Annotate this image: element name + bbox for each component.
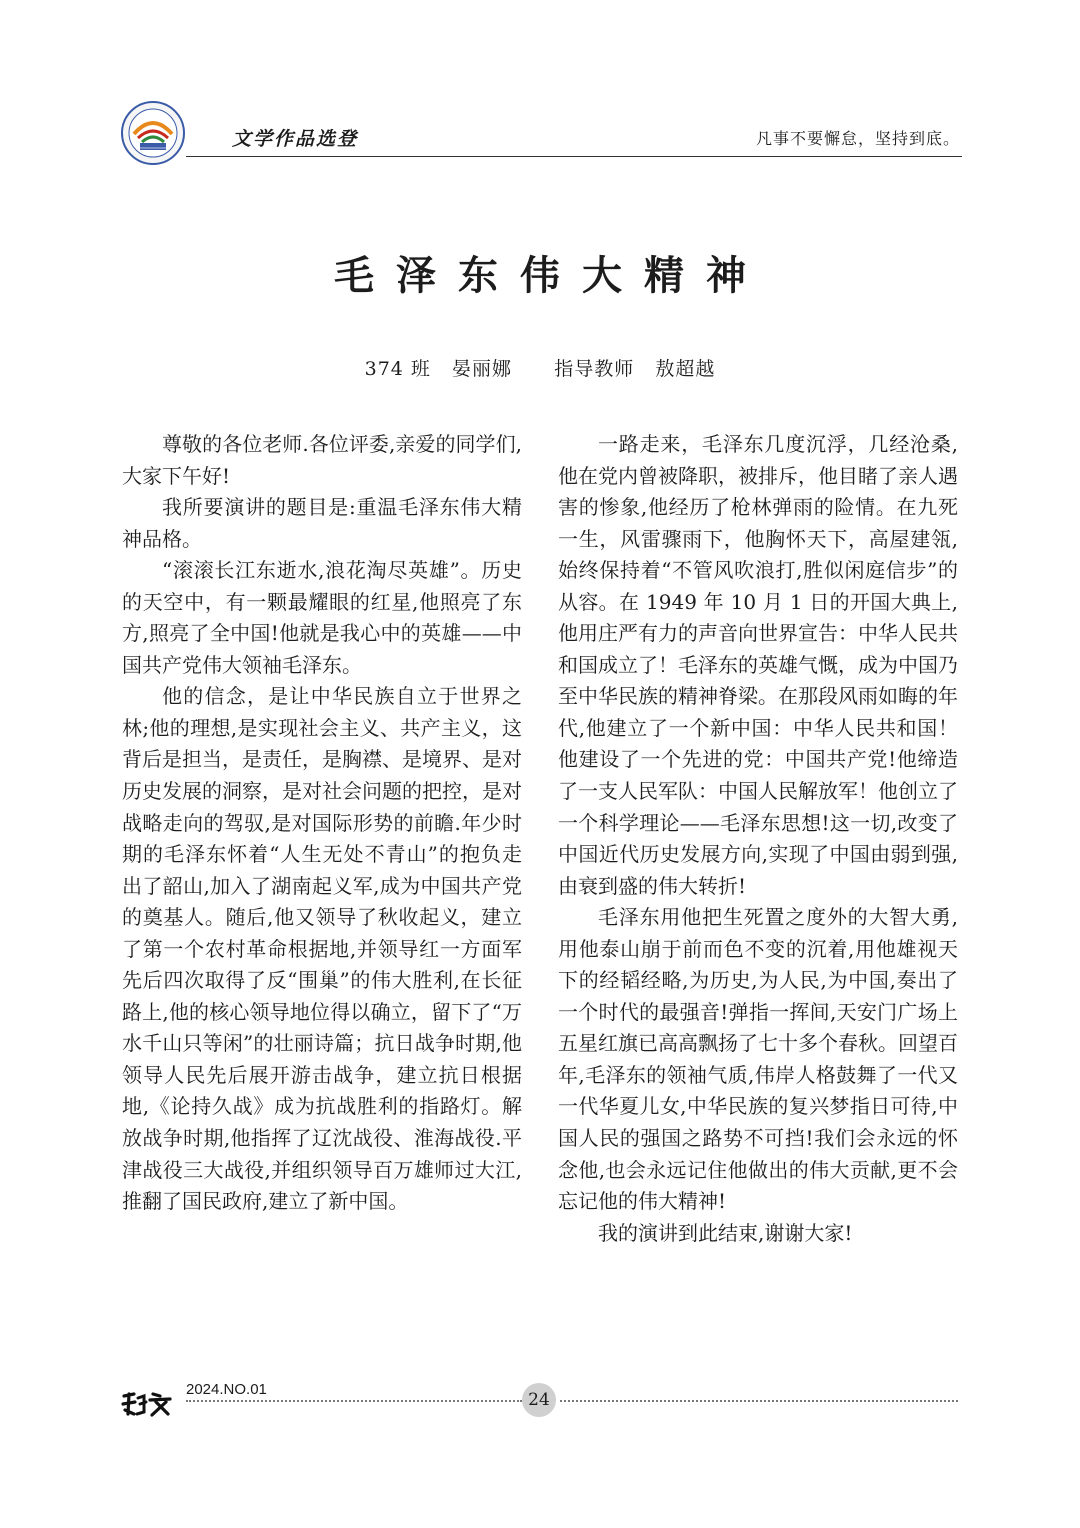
article-byline: 374 班 晏丽娜 指导教师 敖超越 <box>364 358 716 380</box>
paragraph: 他的信念，是让中华民族自立于世界之林;他的理想,是实现社会主义、共产主义，这背后是担当，是责任，是胸襟、是境界、是对历史发展的洞察，是对社会问题的把控，是对战略走向的驾驭,是对国际形势的前瞻.年少时期的毛泽东怀着“人生无处不青山”的抱负走出了韶山,加入了湖南起义军,成为中国共产党的奠基人。随后,他又领导了秋收起义，建立了第一个农村革命根据地,并领导红一方面军先后四次取得了反“围巢”的伟大胜利,在长征路上,他的核心领导地位得以确立，留下了“万水千山只等闲”的壮丽诗篇；抗日战争时期,他领导人民先后展开游击战争，建立抗日根据地,《论持久战》成为抗战胜利的指路灯。解放战争时期,他指挥了辽沈战役、淮海战役.平津战役三大战役,并组织领导百万雄师过大江,推翻了国民政府,建立了新中国。 <box>122 684 522 1214</box>
paragraph: 一路走来，毛泽东几度沉浮，几经沧桑,他在党内曾被降职，被排斥，他目睹了亲人遇害的惨象,他经历了枪林弹雨的险情。在九死一生，风雷骤雨下，他胸怀天下，高屋建瓴,始终保持着“不管风吹浪打,胜似闲庭信步”的从容。在 1949 年 10 月 1 日的开国大典上,他用庄严有力的声音向世界宣告：中华人民共和国成立了！毛泽东的英雄气慨，成为中国乃至中华民族的精神脊梁。在那段风雨如晦的年代,他建立了一个新中国：中华人民共和国！他建设了一个先进的党：中国共产党!他缔造了一支人民军队：中国人民解放军！他创立了一个科学理论——毛泽东思想!这一切,改变了中国近代历史发展方向,实现了中国由弱到强,由衰到盛的伟大转折! <box>558 432 958 898</box>
article-title: 毛泽东伟大精神 <box>334 252 768 299</box>
paragraph: 我所要演讲的题目是:重温毛泽东伟大精神品格。 <box>122 495 522 551</box>
header-divider <box>186 156 962 157</box>
right-column <box>558 429 958 1249</box>
paragraph: 尊敬的各位老师.各位评委,亲爱的同学们,大家下午好! <box>122 432 522 488</box>
footer-dotted-line <box>186 1400 522 1402</box>
page-number: 24 <box>522 1383 556 1417</box>
footer-dotted-line <box>560 1400 958 1402</box>
header-motto: 凡事不要懈怠，坚持到底。 <box>755 129 960 148</box>
paragraph: 毛泽东用他把生死置之度外的大智大勇,用他泰山崩于前而色不变的沉着,用他雄视天下的经韬经略,为历史,为人民,为中国,奏出了一个时代的最强音!弹指一挥间,天安门广场上五星红旗已高高飘扬了七十多个春秋。回望百年,毛泽东的领袖气质,伟岸人格鼓舞了一代又一代华夏儿女,中华民族的复兴梦指日可待,中国人民的强国之路势不可挡!我们会永远的怀念他,也会永远记住他做出的伟大贡献,更不会忘记他的伟大精神! <box>558 905 958 1214</box>
section-title: 文学作品选登 <box>232 128 359 150</box>
left-column <box>122 429 522 1218</box>
issue-number: 2024.NO.01 <box>186 1381 267 1398</box>
journal-logo <box>120 1388 176 1418</box>
school-logo <box>120 100 186 166</box>
paragraph: “滚滚长江东逝水,浪花淘尽英雄”。历史的天空中，有一颗最耀眼的红星,他照亮了东方,照亮了全中国!他就是我心中的英雄——中国共产党伟大领袖毛泽东。 <box>122 558 522 677</box>
paragraph: 我的演讲到此结束,谢谢大家! <box>598 1220 853 1245</box>
